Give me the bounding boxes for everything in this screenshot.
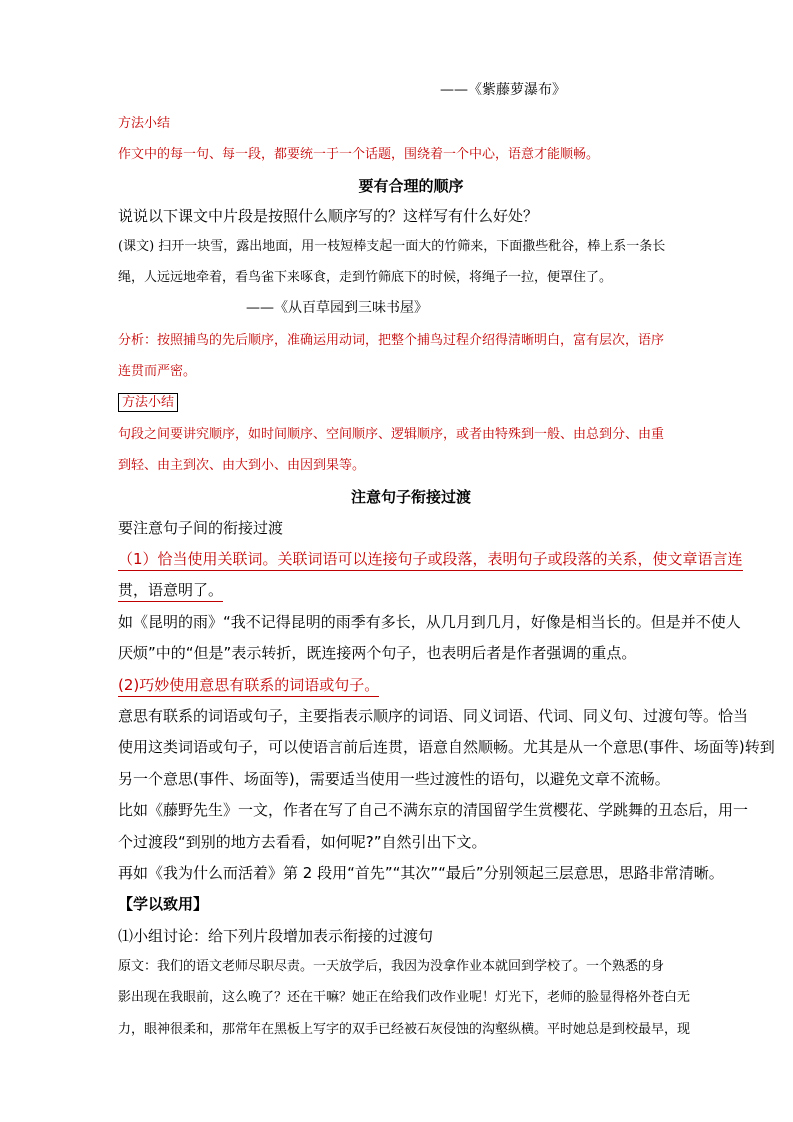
analysis-text: 连贯而严密。: [118, 364, 197, 379]
citation-line: ——《紫藤萝瀑布》: [440, 82, 566, 98]
method-summary-box: [118, 393, 704, 413]
point-1-text: [118, 549, 743, 569]
paragraph-text: 意思有联系的词语或句子，主要指表示顺序的词语、同义词语、代词、同义句、过渡句等。恰当: [118, 707, 749, 725]
practice-task: ⑴小组讨论：给下列片段增加表示衔接的过渡句: [118, 927, 434, 945]
section-heading-transition: 注意句子衔接过渡: [350, 488, 471, 506]
example-text: 厌烦”中的“但是”表示转折，既连接两个句子，也表明后者是作者强调的重点。: [118, 644, 637, 662]
method-summary-text: 到轻、由主到次、由大到小、由因到果等。: [118, 458, 366, 473]
example-text: 个过渡段“到别的地方去看看，如何呢?”自然引出下文。: [118, 833, 487, 851]
method-summary-label: 方法小结: [118, 116, 171, 131]
section-heading-order: 要有合理的顺序: [358, 177, 464, 195]
paragraph-text: 使用这类词语或句子，可以使语言前后连贯，语意自然顺畅。尤其是从一个意思(事件、场面等)转到: [118, 738, 775, 756]
point-1-underlined: 贯，语意明了。: [118, 581, 223, 602]
method-summary-text: 作文中的每一句、每一段，都要统一于一个话题，围绕着一个中心，语意才能顺畅。: [118, 147, 600, 162]
paragraph-text: 要注意句子间的衔接过渡: [118, 519, 284, 537]
example-text: 再如《我为什么而活着》第 2 段用“首先”“其次”“最后”分别领起三层意思，思路非常清晰。: [118, 864, 724, 882]
excerpt-text: 绳，人远远地牵着，看鸟雀下来啄食，走到竹筛底下的时候，将绳子一拉，便罩住了。: [118, 270, 613, 285]
excerpt-text: (课文) 扫开一块雪，露出地面，用一枝短棒支起一面大的竹筛来，下面撒些秕谷，棒上系一条长: [118, 239, 666, 254]
original-text: 影出现在我眼前，这么晚了？还在干嘛？她正在给我们改作业呢！灯光下，老师的脸显得格外苍白无: [118, 990, 691, 1005]
question-text: 说说以下课文中片段是按照什么顺序写的？这样写有什么好处？: [118, 207, 539, 225]
point-2-underlined: (2)巧妙使用意思有联系的词语或句子。: [118, 676, 379, 697]
analysis-text: 分析：按照捕鸟的先后顺序，准确运用动词，把整个捕鸟过程介绍得清晰明白，富有层次，语序: [118, 333, 665, 348]
practice-heading: 【学以致用】: [118, 895, 209, 913]
method-summary-text: 句段之间要讲究顺序，如时间顺序、空间顺序、逻辑顺序，或者由特殊到一般、由总到分、由重: [118, 427, 665, 442]
original-text: 原文：我们的语文老师尽职尽责。一天放学后，我因为没拿作业本就回到学校了。一个熟悉的身: [118, 959, 665, 974]
method-summary-label: 方法小结: [118, 393, 178, 412]
original-text: 力，眼神很柔和，那常年在黑板上写字的双手已经被石灰侵蚀的沟壑纵横。平时她总是到校最早，现: [118, 1022, 691, 1037]
example-text: 如《昆明的雨》“我不记得昆明的雨季有多长，从几月到几月，好像是相当长的。但是并不使人: [118, 613, 741, 631]
point-2-text: [118, 675, 704, 695]
citation-line: ——《从百草园到三味书屋》: [246, 300, 428, 316]
paragraph-text: 另一个意思(事件、场面等)，需要适当使用一些过渡性的语句，以避免文章不流畅。: [118, 770, 670, 788]
point-1-underlined: （1）恰当使用关联词。关联词语可以连接句子或段落，表明句子或段落的关系，使文章语言连: [118, 550, 743, 571]
example-text: 比如《藤野先生》一文，作者在写了自己不满东京的清国留学生赏樱花、学跳舞的丑态后，用一: [118, 801, 749, 819]
point-1-text-cont: [118, 580, 704, 600]
